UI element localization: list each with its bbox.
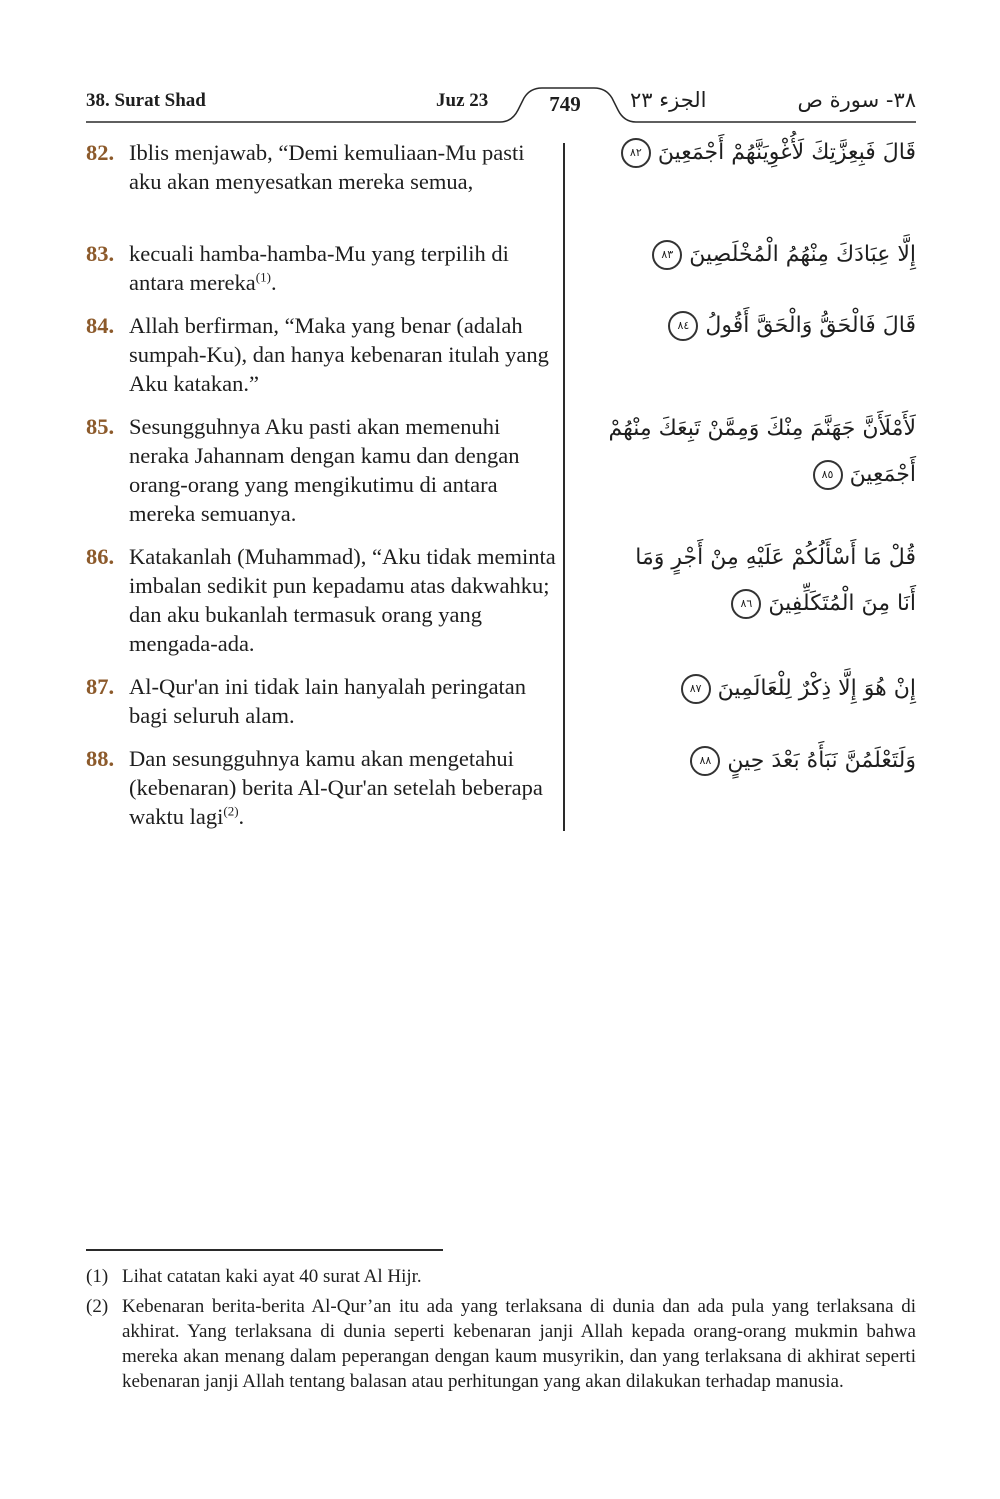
verse-number: 83. (86, 241, 115, 266)
verse-number: 86. (86, 544, 115, 569)
footnote-number: (2) (86, 1296, 109, 1317)
verse-arabic-87 (576, 666, 916, 712)
verse-text: Iblis menjawab, “Demi kemuliaan-Mu pasti aku akan menyesatkan mereka semua, (129, 140, 525, 194)
page-number: 749 (549, 92, 581, 116)
footnote-text: Kebenaran berita-berita Al-Qur’an itu ada yang terlaksana di dunia dan ada pula yang terlaksana di akhirat. Yang terlaksana di dunia seperti kebenaran janji Allah kepada orang-orang mukmin bahwa mereka akan menang dalam peperangan dengan kaum musyrikin, dan yang terlaksana di akhirat seperti kebenaran janji Allah tentang balasan atau perhitungan yang akan dilakukan terhadap manusia. (122, 1296, 916, 1392)
verse-text-end: . (270, 270, 277, 295)
footnote-number: (1) (86, 1266, 109, 1287)
verse-translation-88 (86, 744, 556, 831)
juz-label-arabic: الجزء ٢٣ (630, 88, 707, 112)
verse-translation-83 (86, 239, 556, 297)
footnote-1 (86, 1264, 916, 1289)
footnote-ref[interactable]: (2) (223, 803, 239, 819)
surah-title: 38. Surat Shad (86, 90, 206, 111)
arabic-text: وَلَتَعْلَمُنَّ نَبَأَهُ بَعْدَ حِينٍ (727, 748, 916, 773)
verse-text: Sesungguhnya Aku pasti akan memenuhi neraka Jahannam dengan kamu dan dengan orang-orang yang mengikutimu di antara mereka semuanya. (129, 414, 520, 526)
verse-arabic-85 (536, 406, 916, 498)
verse-translation-84 (86, 311, 556, 398)
ayah-end-marker: ٨٥ (813, 460, 843, 490)
arabic-text: قُلْ مَا أَسْأَلُكُمْ عَلَيْهِ مِنْ أَجْرٍ وَمَا أَنَا مِنَ الْمُتَكَلِّفِينَ (635, 545, 916, 616)
verse-arabic-84 (576, 303, 916, 349)
verse-translation-87 (86, 672, 556, 730)
verse-number: 88. (86, 746, 115, 771)
verse-number: 85. (86, 414, 115, 439)
arabic-text: قَالَ فَبِعِزَّتِكَ لَأُغْوِيَنَّهُمْ أَجْمَعِينَ (657, 140, 916, 165)
verse-arabic-83 (576, 232, 916, 278)
juz-label: Juz 23 (436, 90, 489, 111)
footnote-ref[interactable]: (1) (255, 269, 271, 285)
verse-text: Katakanlah (Muhammad), “Aku tidak meminta imbalan sedikit pun kepadamu atas dakwahku; dan aku bukanlah termasuk orang yang mengada-ada. (129, 544, 556, 656)
ayah-end-marker: ٨٨ (690, 746, 720, 776)
verse-translation-85 (86, 412, 556, 528)
ayah-end-marker: ٨٢ (621, 138, 651, 168)
footnote-2 (86, 1294, 916, 1394)
ayah-end-marker: ٨٦ (731, 589, 761, 619)
arabic-text: إِنْ هُوَ إِلَّا ذِكْرٌ لِلْعَالَمِينَ (717, 676, 916, 701)
arabic-text: قَالَ فَالْحَقُّ وَالْحَقَّ أَقُولُ (705, 313, 916, 338)
verse-translation-82 (86, 138, 556, 196)
surah-title-arabic: ٣٨- سورة ص (797, 88, 916, 112)
verse-text-end: . (238, 804, 245, 829)
header-rule (86, 84, 916, 124)
verse-text: Allah berfirman, “Maka yang benar (adalah sumpah-Ku), dan hanya kebenaran itulah yang Aku katakan.” (129, 313, 549, 396)
verse-translation-86 (86, 542, 556, 658)
ayah-end-marker: ٨٤ (668, 311, 698, 341)
verse-text: kecuali hamba-hamba-Mu yang terpilih di antara mereka (129, 241, 509, 295)
footnote-text: Lihat catatan kaki ayat 40 surat Al Hijr. (122, 1266, 422, 1287)
verse-number: 87. (86, 674, 115, 699)
verse-arabic-86 (626, 535, 916, 627)
arabic-text: لَأَمْلَأَنَّ جَهَنَّمَ مِنْكَ وَمِمَّنْ تَبِعَكَ مِنْهُمْ أَجْمَعِينَ (608, 416, 916, 487)
ayah-end-marker: ٨٧ (681, 674, 711, 704)
verse-text: Dan sesungguhnya kamu akan mengetahui (kebenaran) berita Al-Qur'an setelah beberapa waktu lagi (129, 746, 543, 829)
footnote-divider (86, 1249, 443, 1251)
arabic-text: إِلَّا عِبَادَكَ مِنْهُمُ الْمُخْلَصِينَ (689, 242, 916, 267)
verse-number: 84. (86, 313, 115, 338)
verse-text: Al-Qur'an ini tidak lain hanyalah peringatan bagi seluruh alam. (129, 674, 527, 728)
ayah-end-marker: ٨٣ (652, 240, 682, 270)
verse-arabic-88 (576, 738, 916, 784)
verse-arabic-82 (576, 130, 916, 176)
page-header (86, 84, 916, 124)
verse-number: 82. (86, 140, 115, 165)
